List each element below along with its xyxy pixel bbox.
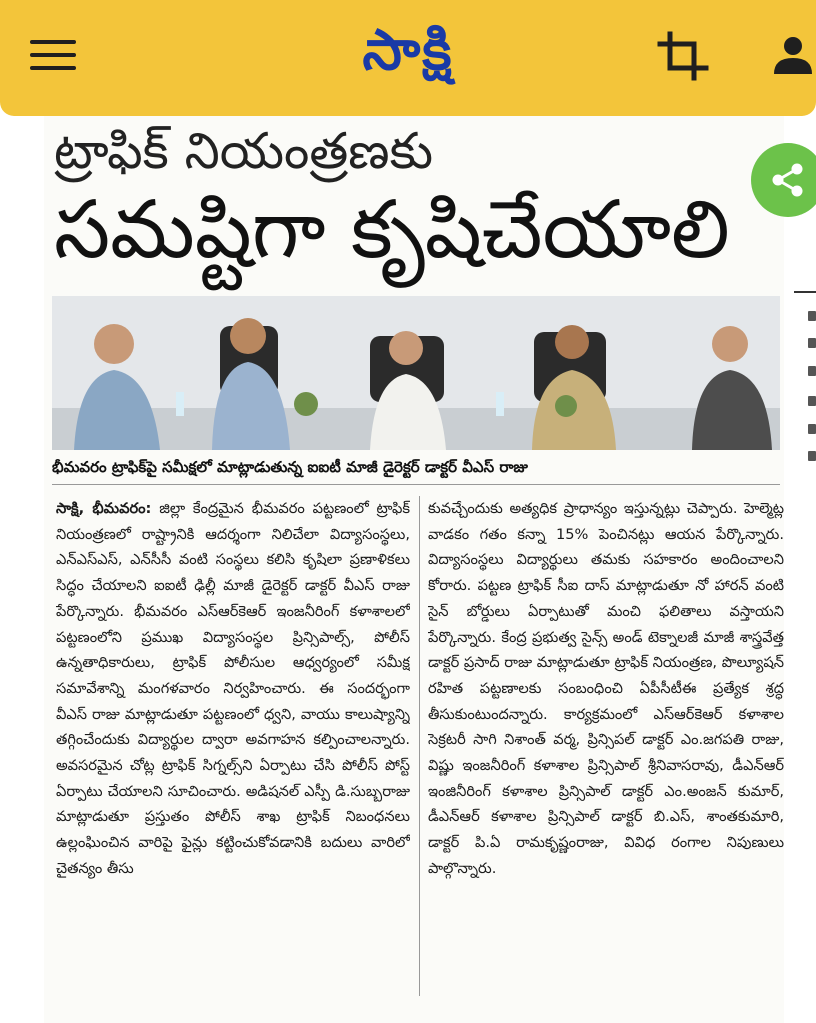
article-kicker: ట్రాఫిక్ నియంత్రణకు bbox=[54, 122, 433, 180]
share-icon bbox=[768, 160, 808, 200]
article-photo[interactable] bbox=[52, 296, 780, 450]
caption-divider bbox=[52, 484, 780, 485]
share-button[interactable] bbox=[751, 143, 816, 217]
adjacent-column-fragment bbox=[790, 116, 816, 1023]
article-headline: సమష్టిగా కృషిచేయాలి bbox=[54, 183, 730, 276]
article-dateline: సాక్షి, భీమవరం: bbox=[56, 500, 152, 517]
sakshi-logo[interactable]: సాక్షి bbox=[362, 18, 454, 83]
article-body-right-text: కువచ్చేందుకు అత్యధిక ప్రాధాన్యం ఇస్తున్నట్లు చెప్పారు. హెల్మెట్ల వాడకం గతం కన్నా 15% పెంచినట్లు ఆయన పేర్కొన్నారు. విద్యాసంస్థలు విద్యార్థులు తమకు సహకారం అందించాలని కోరారు. పట్టణ ట్రాఫిక్ సీఐ దాస్ మాట్లాడుతూ నో హారన్ వంటి సైన్ బోర్డులు ఏర్పాటుతో మంచి ఫలితాలు వస్తాయని పేర్కొన్నారు. కేంద్ర ప్రభుత్వ సైన్స్ అండ్ టెక్నాలజీ మాజీ శాస్త్రవేత్త డాక్టర్ ప్రసాద్ రాజు మాట్లాడుతూ ట్రాఫిక్ నియంత్రణ, పొల్యూషన్ రహిత పట్టణాలకు సంబంధించి ఏపీసీటీఈ ప్రత్యేక శ్రద్ధ తీసుకుంటుందన్నారు. కార్యక్రమంలో ఎస్‌ఆర్‌కెఆర్ కళాశాల సెక్రటరీ సాగి నిశాంత్ వర్మ, ప్రిన్సిపల్ డాక్టర్ ఎం.జగపతి రాజు, విష్ణు ఇంజనీరింగ్ కళాశాల ప్రిన్సిపాల్ శ్రీనివాసరావు, డీఎన్‌ఆర్ ఇంజినీరింగ్ కళాశాల ప్రిన్సిపాల్ డాక్టర్ ఎం.అంజన్ కుమార్, డీఎన్‌ఆర్ కళాశాల ప్రిన్సిపాల్ డాక్టర్ బి.ఎస్, శాంతకుమారి, డాక్టర్ పి.ఏ రామకృష్ణంరాజు, వివిధ రంగాల నిపుణులు పాల్గొన్నారు. bbox=[428, 500, 784, 877]
column-divider bbox=[419, 496, 420, 996]
user-profile-icon[interactable] bbox=[770, 34, 816, 78]
app-header bbox=[0, 0, 816, 116]
article-body-right-column bbox=[428, 496, 784, 1006]
article-body-left-column bbox=[56, 496, 410, 1006]
photo-caption: భీమవరం ట్రాఫిక్‌పై సమీక్షలో మాట్లాడుతున్న ఐఐటీ మాజీ డైరెక్టర్ డాక్టర్ వీఎస్ రాజు bbox=[52, 458, 528, 476]
article-body-left-text: జిల్లా కేంద్రమైన భీమవరం పట్టణంలో ట్రాఫిక్ నియంత్రణలో రాష్ట్రానికి ఆదర్శంగా నిలిచేలా విద్యాసంస్థలు, ఎన్‌ఎస్‌ఎస్, ఎన్‌సీసీ వంటి సంస్థలు కలిసి కృషిలా ప్రణాళికలు సిద్ధం చేయాలని ఐఐటీ ఢిల్లీ మాజీ డైరెక్టర్ డాక్టర్ వీఎస్ రాజు పేర్కొన్నారు. భీమవరం ఎస్‌ఆర్‌కెఆర్ ఇంజనీరింగ్ కళాశాలలో పట్టణంలోని ప్రముఖ విద్యాసంస్థల ప్రిన్సిపాల్స్, పోలీస్ ఉన్నతాధికారులు, ట్రాఫిక్ పోలీసుల ఆధ్వర్యంలో సమీక్ష సమావేశాన్ని మంగళవారం నిర్వహించారు. ఈ సందర్భంగా వీఎస్ రాజు మాట్లాడుతూ పట్టణంలో ధ్వని, వాయు కాలుష్యాన్ని తగ్గించేందుకు విద్యార్థుల ద్వారా అవగాహన కల్పించాలన్నారు. అవసరమైన చోట్ల ట్రాఫిక్ సిగ్నల్స్‌ని ఏర్పాటు చేసి పోలీస్ పోస్ట్ ఏర్పాటు చేయాలని సూచించారు. అడిషనల్ ఎస్పీ డి.సుబ్బరాజు మాట్లాడుతూ ప్రస్తుతం పోలీస్ శాఖ ట్రాఫిక్ నిబంధనలు ఉల్లంఘించిన వారిపై ఫైన్లు కట్టించుకోవడానికి బదులు వారిలో చైతన్యం తీసు bbox=[56, 500, 410, 877]
crop-icon[interactable] bbox=[656, 30, 712, 82]
